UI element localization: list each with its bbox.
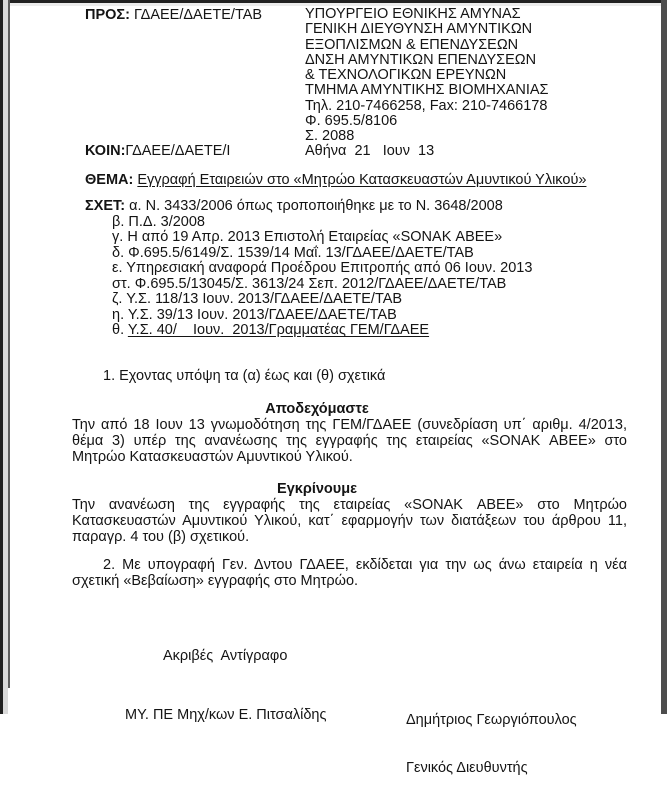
certified-copy-label: Ακριβές Αντίγραφο (163, 648, 288, 664)
reference-text: Π.Δ. 3/2008 (128, 213, 205, 230)
reference-text: Υ.Σ. 39/13 Ιουν. 2013/ΓΔΑΕΕ/ΔΑΕΤΕ/ΤΑΒ (127, 306, 397, 323)
reference-item (112, 292, 532, 308)
references-list (85, 215, 532, 339)
cc-value: ΓΔΑΕΕ/ΔΑΕΤΕ/Ι (125, 143, 231, 159)
recipient-separator: : (125, 7, 134, 23)
signer-title: Γενικός Διευθυντής (406, 760, 528, 776)
paragraph-approve (72, 497, 627, 545)
references-first-row (85, 199, 532, 215)
reference-item (112, 261, 532, 277)
reference-item (112, 230, 532, 246)
subject-separator: : (128, 172, 138, 188)
letterhead-line: ΤΜΗΜΑ ΑΜΥΝΤΙΚΗΣ ΒΙΟΜΗΧΑΝΙΑΣ (305, 82, 549, 99)
letterhead-line: & ΤΕΧΝΟΛΟΓΙΚΩΝ ΕΡΕΥΝΩΝ (305, 67, 507, 84)
reference-item (112, 246, 532, 262)
reference-item (129, 198, 503, 214)
recipient-line (85, 7, 262, 23)
reference-id: ζ. (112, 291, 127, 307)
paragraph-accept (72, 417, 627, 465)
letterhead-line: Φ. 695.5/8106 (305, 113, 398, 130)
section-heading-approve: Εγκρίνουμε (277, 481, 357, 497)
paragraph-line: 2. Με υπογραφή Γεν. Δντου ΓΔΑΕΕ, εκδίδεται για την ως άνω εταιρεία η νέα (103, 557, 627, 573)
reference-id: θ. (112, 322, 128, 338)
reference-id: δ. (112, 244, 129, 261)
reference-text: Φ.695.5/6149/Σ. 1539/14 Μαΐ. 13/ΓΔΑΕΕ/ΔΑΕΤΕ/ΤΑΒ (128, 244, 474, 261)
body-intro-line: 1. Εχοντας υπόψη τα (α) έως και (θ) σχετικά (103, 368, 386, 384)
reference-item (112, 308, 532, 324)
recipient-label: ΠΡΟΣ (85, 7, 126, 23)
subject-text: Εγγραφή Εταιρειών στο «Μητρώο Κατασκευαστών Αμυντικού Υλικού» (137, 172, 587, 188)
section-heading-accept: Αποδεχόμαστε (265, 401, 369, 417)
scan-edge-right (661, 0, 667, 714)
reference-text: Ν. 3433/2006 όπως τροποποιήθηκε με το Ν. 3648/2008 (145, 198, 503, 214)
reference-item (112, 215, 532, 231)
references-label: ΣΧΕΤ: (85, 198, 126, 214)
reference-id: η. (112, 306, 128, 323)
reference-id: ε. (112, 260, 127, 276)
paragraph-line: Την από 18 Ιουν 13 γνωμοδότηση της ΓΕΜ/ΓΔΑΕΕ (συνεδρίαση υπ΄ αριθμ. 4/2013, (72, 417, 627, 433)
recipient-value: ΓΔΑΕΕ/ΔΑΕΤΕ/ΤΑΒ (133, 7, 263, 23)
subject-label: ΘΕΜΑ (85, 172, 129, 188)
cc-line (85, 143, 230, 159)
letterhead-line: ΓΕΝΙΚΗ ΔΙΕΥΘΥΝΣΗ ΑΜΥΝΤΙΚΩΝ (305, 21, 533, 38)
letterhead-block (305, 7, 549, 145)
reference-item (112, 323, 532, 339)
paragraph-line: Κατασκευαστών Αμυντικού Υλικού, κατ΄ εφαρμογήν των διατάξεων του άρθρου 11, (72, 513, 627, 529)
references-block (85, 199, 532, 339)
reference-text: Υ.Σ. 118/13 Ιουν. 2013/ΓΔΑΕΕ/ΔΑΕΤΕ/ΤΑΒ (126, 291, 403, 307)
paragraph-line: Μητρώο Κατασκευαστών Αμυντικού Υλικού. (72, 449, 353, 465)
reference-item (112, 277, 532, 293)
subject-line (85, 172, 586, 189)
reference-text: Υ.Σ. 40/ Ιουν. 2013/Γραμματέας ΓΕΜ/ΓΔΑΕΕ (127, 322, 430, 338)
letterhead-line: ΔΝΣΗ ΑΜΥΝΤΙΚΩΝ ΕΠΕΝΔΥΣΕΩΝ (305, 51, 537, 68)
letterhead-line: Σ. 2088 (305, 128, 355, 145)
scan-page-edge-line (8, 0, 10, 688)
reference-id: στ. (112, 275, 135, 292)
signer-name: Δημήτριος Γεωργιόπουλος (406, 712, 577, 728)
reference-text: Φ.695.5/13045/Σ. 3613/24 Σεπ. 2012/ΓΔΑΕΕ/ΔΑΕΤΕ/ΤΑΒ (134, 275, 507, 292)
cc-label: ΚΟΙΝ: (85, 143, 126, 159)
letterhead-line: Τηλ. 210-7466258, Fax: 210-7466178 (305, 97, 548, 114)
letterhead-line: ΕΞΟΠΛΙΣΜΩΝ & ΕΠΕΝΔΥΣΕΩΝ (305, 36, 519, 53)
reference-id: α. (129, 198, 146, 214)
copy-officer-name: ΜΥ. ΠΕ Μηχ/κων Ε. Πιτσαλίδης (125, 707, 327, 723)
reference-text: Υπηρεσιακή αναφορά Προέδρου Επιτροπής από 06 Ιουν. 2013 (126, 260, 533, 276)
reference-text: Η από 19 Απρ. 2013 Επιστολή Εταιρείας «SONAK ΑΒΕΕ» (127, 229, 503, 245)
signature-block (406, 680, 577, 792)
paragraph-line: θέμα 3) υπέρ της ανανέωσης της εγγραφής της εταιρείας «SONAK ΑΒΕΕ» στο (72, 433, 627, 449)
paragraph-closing (72, 557, 627, 589)
reference-id: β. (112, 213, 129, 230)
date-line: Αθήνα 21 Ιουν 13 (305, 143, 435, 159)
letterhead-line: ΥΠΟΥΡΓΕΙΟ ΕΘΝΙΚΗΣ ΑΜΥΝΑΣ (305, 6, 521, 22)
reference-id: γ. (112, 229, 128, 245)
paragraph-line: Την ανανέωση της εγγραφής της εταιρείας «SONAK ΑΒΕΕ» στο Μητρώο (72, 497, 627, 513)
paragraph-line: παραγρ. 4 του (β) σχετικού. (72, 529, 250, 545)
paragraph-line: σχετική «Βεβαίωση» εγγραφής στο Μητρώο. (72, 573, 359, 589)
